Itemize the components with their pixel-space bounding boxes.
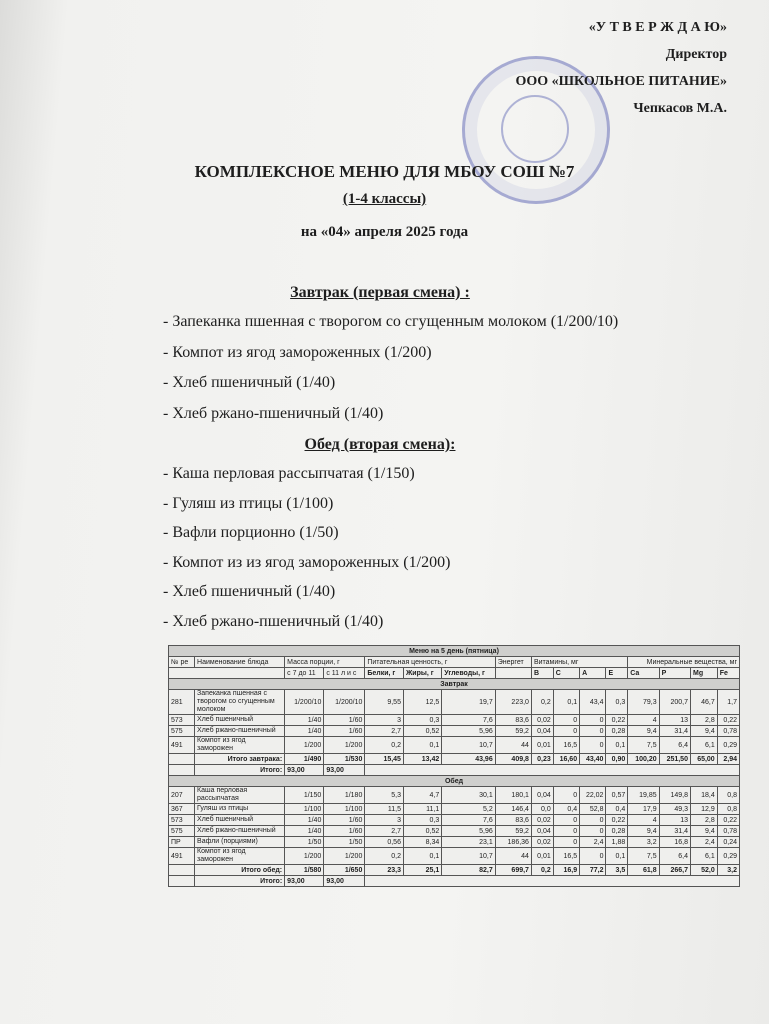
table-cell: [169, 876, 195, 887]
table-cell: 1/200: [324, 848, 365, 865]
table-cell: 3: [365, 715, 404, 726]
table-cell: 180,1: [495, 787, 531, 804]
table-total-label: Итого обед:: [195, 865, 285, 876]
table-cell: 0,8: [717, 804, 739, 815]
lunch-item: - Гуляш из птицы (1/100): [163, 494, 334, 512]
table-cell: 4: [628, 815, 659, 826]
table-cell: 31,4: [659, 726, 690, 737]
table-cell: 207: [169, 787, 195, 804]
table-cell: 1/50: [324, 837, 365, 848]
table-cell: 3,2: [628, 837, 659, 848]
table-sum-row: [169, 876, 740, 887]
table-row: [169, 726, 740, 737]
table-cell: 52,8: [580, 804, 606, 815]
table-header: Mg: [690, 668, 717, 679]
table-section-label: Обед: [169, 776, 740, 787]
table-cell: 0: [580, 715, 606, 726]
table-header: Энергет: [495, 657, 531, 668]
table-cell: 93,00: [324, 876, 365, 887]
table-cell: 0,22: [606, 815, 628, 826]
table-cell: 1/200: [324, 737, 365, 754]
table-cell: 149,8: [659, 787, 690, 804]
table-sum-label: Итого:: [195, 765, 285, 776]
table-cell: 200,7: [659, 690, 690, 715]
table-row: [169, 787, 740, 804]
breakfast-heading: Завтрак (первая смена) :: [290, 284, 470, 301]
table-cell: 13,42: [403, 754, 441, 765]
table-cell: 1/60: [324, 826, 365, 837]
approval-name: Чепкасов М.А.: [633, 101, 727, 116]
table-cell: 93,00: [285, 765, 324, 776]
table-cell: 7,5: [628, 737, 659, 754]
table-cell: 1/530: [324, 754, 365, 765]
table-cell: 5,3: [365, 787, 404, 804]
table-cell: 1/650: [324, 865, 365, 876]
table-cell: 575: [169, 826, 195, 837]
approval-position: Директор: [665, 47, 727, 62]
table-total-row: [169, 865, 740, 876]
table-cell: 4: [628, 715, 659, 726]
lunch-item: - Компот из из ягод замороженных (1/200): [163, 553, 451, 571]
lunch-heading: Обед (вторая смена):: [304, 436, 456, 453]
table-cell: 0: [553, 787, 579, 804]
table-cell: 1/40: [285, 715, 324, 726]
table-cell: [365, 876, 740, 887]
table-cell: 281: [169, 690, 195, 715]
table-header: Масса порции, г: [285, 657, 365, 668]
table-cell: 0: [580, 848, 606, 865]
table-cell: 18,4: [690, 787, 717, 804]
table-cell: Хлеб ржано-пшеничный: [195, 826, 285, 837]
table-header-row: [169, 668, 740, 679]
table-cell: 3,5: [606, 865, 628, 876]
table-cell: Хлеб пшеничный: [195, 815, 285, 826]
table-cell: 409,8: [495, 754, 531, 765]
table-cell: 2,7: [365, 826, 404, 837]
table-cell: 0,0: [531, 804, 553, 815]
table-cell: 22,02: [580, 787, 606, 804]
table-cell: 12,5: [403, 690, 441, 715]
table-row: [169, 837, 740, 848]
table-cell: 0: [580, 826, 606, 837]
table-cell: 0,23: [531, 754, 553, 765]
table-cell: 0,1: [403, 848, 441, 865]
document-subtitle: (1-4 классы): [342, 191, 427, 207]
table-row: [169, 715, 740, 726]
table-cell: 100,20: [628, 754, 659, 765]
table-header-row: [169, 657, 740, 668]
table-header: Fe: [717, 668, 739, 679]
table-section-label: Завтрак: [169, 679, 740, 690]
table-cell: 16,5: [553, 737, 579, 754]
table-cell: 0: [553, 715, 579, 726]
table-cell: 0,3: [403, 815, 441, 826]
table-cell: 0,29: [717, 737, 739, 754]
table-header: [495, 668, 531, 679]
table-cell: 16,5: [553, 848, 579, 865]
table-cell: 0,90: [606, 754, 628, 765]
table-cell: 9,4: [628, 826, 659, 837]
table-cell: 61,8: [628, 865, 659, 876]
table-cell: 79,3: [628, 690, 659, 715]
table-cell: 8,34: [403, 837, 441, 848]
table-cell: 0,1: [553, 690, 579, 715]
table-cell: 0,28: [606, 826, 628, 837]
table-cell: 7,6: [442, 715, 495, 726]
table-header: Жиры, г: [403, 668, 441, 679]
table-cell: 1/580: [285, 865, 324, 876]
table-cell: 575: [169, 726, 195, 737]
table-cell: 1/490: [285, 754, 324, 765]
lunch-item: - Каша перловая рассыпчатая (1/150): [163, 465, 415, 482]
table-cell: 0: [580, 737, 606, 754]
table-cell: 25,1: [403, 865, 441, 876]
table-cell: 13: [659, 715, 690, 726]
table-section-row: [169, 679, 740, 690]
table-cell: 1/100: [324, 804, 365, 815]
table-cell: 1/180: [324, 787, 365, 804]
table-row: [169, 815, 740, 826]
table-cell: 6,1: [690, 737, 717, 754]
table-cell: 83,6: [495, 815, 531, 826]
table-cell: 6,1: [690, 848, 717, 865]
table-cell: 31,4: [659, 826, 690, 837]
table-header: Витамины, мг: [531, 657, 627, 668]
table-cell: 0: [553, 815, 579, 826]
table-cell: 0,52: [403, 726, 441, 737]
table-row: [169, 690, 740, 715]
table-header: [169, 668, 285, 679]
table-cell: 9,4: [690, 826, 717, 837]
table-cell: 7,6: [442, 815, 495, 826]
table-header: № ре: [169, 657, 195, 668]
table-cell: Вафли (порциями): [195, 837, 285, 848]
table-header: E: [606, 668, 628, 679]
table-cell: 6,4: [659, 848, 690, 865]
table-cell: Хлеб ржано-пшеничный: [195, 726, 285, 737]
table-header: Углеводы, г: [442, 668, 495, 679]
table-cell: 0,22: [717, 715, 739, 726]
table-cell: [169, 765, 195, 776]
table-cell: 0,57: [606, 787, 628, 804]
table-cell: 699,7: [495, 865, 531, 876]
table-cell: 10,7: [442, 737, 495, 754]
table-header: Наименование блюда: [195, 657, 285, 668]
document-date: на «04» апреля 2025 года: [300, 224, 469, 240]
table-cell: 1/50: [285, 837, 324, 848]
table-cell: 0,02: [531, 815, 553, 826]
table-cell: 0,22: [606, 715, 628, 726]
table-cell: 573: [169, 815, 195, 826]
table-cell: 367: [169, 804, 195, 815]
table-cell: 0,1: [606, 737, 628, 754]
table-header: с 11 л и с: [324, 668, 365, 679]
table-cell: 573: [169, 715, 195, 726]
table-cell: 19,85: [628, 787, 659, 804]
table-header: B: [531, 668, 553, 679]
table-cell: 1/40: [285, 726, 324, 737]
table-cell: 0,3: [606, 690, 628, 715]
table-row: [169, 737, 740, 754]
table-caption: Меню на 5 день (пятница): [169, 646, 740, 657]
breakfast-item: - Хлеб ржано-пшеничный (1/40): [163, 404, 384, 422]
table-cell: 16,60: [553, 754, 579, 765]
menu-table: [168, 645, 740, 887]
table-cell: 0: [553, 826, 579, 837]
document-title: КОМПЛЕКСНОЕ МЕНЮ ДЛЯ МБОУ СОШ №7: [194, 162, 575, 181]
table-cell: 1/40: [285, 826, 324, 837]
table-cell: 43,40: [580, 754, 606, 765]
table-cell: 0,01: [531, 737, 553, 754]
breakfast-item: - Хлеб пшеничный (1/40): [163, 374, 336, 391]
table-cell: 7,5: [628, 848, 659, 865]
table-cell: 0,22: [717, 815, 739, 826]
table-cell: 0,2: [531, 865, 553, 876]
breakfast-item: - Компот из ягод замороженных (1/200): [163, 343, 432, 361]
table-cell: 0,56: [365, 837, 404, 848]
table-cell: 52,0: [690, 865, 717, 876]
table-cell: 0,2: [531, 690, 553, 715]
table-cell: 2,4: [580, 837, 606, 848]
table-cell: 93,00: [285, 876, 324, 887]
table-cell: 0,4: [606, 804, 628, 815]
table-sum-row: [169, 765, 740, 776]
table-header: с 7 до 11: [285, 668, 324, 679]
table-cell: 15,45: [365, 754, 404, 765]
table-cell: 0,2: [365, 848, 404, 865]
table-cell: 5,2: [442, 804, 495, 815]
table-cell: 1/100: [285, 804, 324, 815]
table-cell: 43,4: [580, 690, 606, 715]
table-cell: 59,2: [495, 826, 531, 837]
table-cell: 0,02: [531, 837, 553, 848]
table-cell: 65,00: [690, 754, 717, 765]
table-cell: [169, 865, 195, 876]
table-cell: 2,94: [717, 754, 739, 765]
table-cell: 1/60: [324, 715, 365, 726]
table-cell: 0,78: [717, 826, 739, 837]
table-cell: [169, 754, 195, 765]
table-cell: 186,36: [495, 837, 531, 848]
table-cell: 2,8: [690, 815, 717, 826]
table-cell: 1,88: [606, 837, 628, 848]
table-cell: 19,7: [442, 690, 495, 715]
table-cell: 0,1: [403, 737, 441, 754]
table-cell: 0,04: [531, 787, 553, 804]
table-row: [169, 826, 740, 837]
approval-heading: «У Т В Е Р Ж Д А Ю»: [588, 20, 727, 35]
table-cell: 0,02: [531, 715, 553, 726]
table-cell: 1/200: [285, 737, 324, 754]
table-cell: 1/200/10: [324, 690, 365, 715]
table-cell: Компот из ягод заморожен: [195, 848, 285, 865]
table-cell: 0: [553, 726, 579, 737]
table-header: P: [659, 668, 690, 679]
table-cell: 46,7: [690, 690, 717, 715]
table-cell: 0: [553, 837, 579, 848]
table-cell: 5,96: [442, 726, 495, 737]
table-cell: 2,7: [365, 726, 404, 737]
table-cell: 1/60: [324, 726, 365, 737]
table-cell: 0: [580, 815, 606, 826]
table-cell: 9,4: [628, 726, 659, 737]
table-cell: 59,2: [495, 726, 531, 737]
table-cell: 0,2: [365, 737, 404, 754]
table-cell: 0,8: [717, 787, 739, 804]
table-cell: 30,1: [442, 787, 495, 804]
table-cell: 16,8: [659, 837, 690, 848]
table-cell: 9,4: [690, 726, 717, 737]
table-cell: 93,00: [324, 765, 365, 776]
table-cell: 1/200: [285, 848, 324, 865]
table-section-row: [169, 776, 740, 787]
table-cell: 0,29: [717, 848, 739, 865]
table-cell: 43,96: [442, 754, 495, 765]
table-cell: Гуляш из птицы: [195, 804, 285, 815]
table-cell: 5,96: [442, 826, 495, 837]
table-cell: 0,28: [606, 726, 628, 737]
table-cell: 10,7: [442, 848, 495, 865]
table-cell: Компот из ягод заморожен: [195, 737, 285, 754]
table-cell: 223,0: [495, 690, 531, 715]
table-cell: 44: [495, 737, 531, 754]
table-sum-label: Итого:: [195, 876, 285, 887]
table-cell: 2,4: [690, 837, 717, 848]
table-cell: 0,24: [717, 837, 739, 848]
table-cell: 6,4: [659, 737, 690, 754]
table-total-label: Итого завтрака:: [195, 754, 285, 765]
table-cell: Хлеб пшеничный: [195, 715, 285, 726]
table-cell: Каша перловая рассыпчатая: [195, 787, 285, 804]
table-cell: 17,9: [628, 804, 659, 815]
table-cell: 9,55: [365, 690, 404, 715]
table-cell: 82,7: [442, 865, 495, 876]
table-cell: 0,1: [606, 848, 628, 865]
approval-org: ООО «ШКОЛЬНОЕ ПИТАНИЕ»: [515, 74, 727, 89]
table-cell: 23,1: [442, 837, 495, 848]
table-cell: 12,9: [690, 804, 717, 815]
table-cell: 0,04: [531, 726, 553, 737]
table-cell: Запеканка пшенная с творогом со сгущенным молоком: [195, 690, 285, 715]
table-header: Ca: [628, 668, 659, 679]
table-cell: 44: [495, 848, 531, 865]
table-caption-row: [169, 646, 740, 657]
table-cell: 491: [169, 737, 195, 754]
table-cell: 0,4: [553, 804, 579, 815]
table-cell: 146,4: [495, 804, 531, 815]
table-cell: 1/40: [285, 815, 324, 826]
table-cell: 1,7: [717, 690, 739, 715]
table-header: A: [580, 668, 606, 679]
table-cell: 251,50: [659, 754, 690, 765]
table-cell: 3,2: [717, 865, 739, 876]
table-header: Питательная ценность, г: [365, 657, 495, 668]
table-row: [169, 804, 740, 815]
table-header: Белки, г: [365, 668, 404, 679]
table-cell: 83,6: [495, 715, 531, 726]
table-cell: 77,2: [580, 865, 606, 876]
table-cell: 266,7: [659, 865, 690, 876]
table-cell: 23,3: [365, 865, 404, 876]
table-cell: 0,3: [403, 715, 441, 726]
table-cell: 1/150: [285, 787, 324, 804]
table-cell: 2,8: [690, 715, 717, 726]
table-cell: 0,04: [531, 826, 553, 837]
table-cell: 0: [580, 726, 606, 737]
table-cell: 491: [169, 848, 195, 865]
lunch-item: - Хлеб пшеничный (1/40): [163, 583, 336, 600]
table-cell: 0,78: [717, 726, 739, 737]
table-cell: 0,52: [403, 826, 441, 837]
table-cell: 1/200/10: [285, 690, 324, 715]
table-cell: 16,9: [553, 865, 579, 876]
table-cell: 4,7: [403, 787, 441, 804]
table-header: Минеральные вещества, мг: [628, 657, 740, 668]
table-cell: 13: [659, 815, 690, 826]
lunch-item: - Вафли порционно (1/50): [163, 524, 339, 541]
table-cell: 49,3: [659, 804, 690, 815]
table-cell: 11,5: [365, 804, 404, 815]
table-total-row: [169, 754, 740, 765]
table-cell: 1/60: [324, 815, 365, 826]
table-cell: [365, 765, 740, 776]
table-cell: 11,1: [403, 804, 441, 815]
table-cell: ПР: [169, 837, 195, 848]
table-cell: 3: [365, 815, 404, 826]
table-cell: 0,01: [531, 848, 553, 865]
table-header: C: [553, 668, 579, 679]
lunch-item: - Хлеб ржано-пшеничный (1/40): [163, 612, 384, 630]
table-row: [169, 848, 740, 865]
breakfast-item: - Запеканка пшенная с творогом со сгущенным молоком (1/200/10): [163, 313, 619, 330]
